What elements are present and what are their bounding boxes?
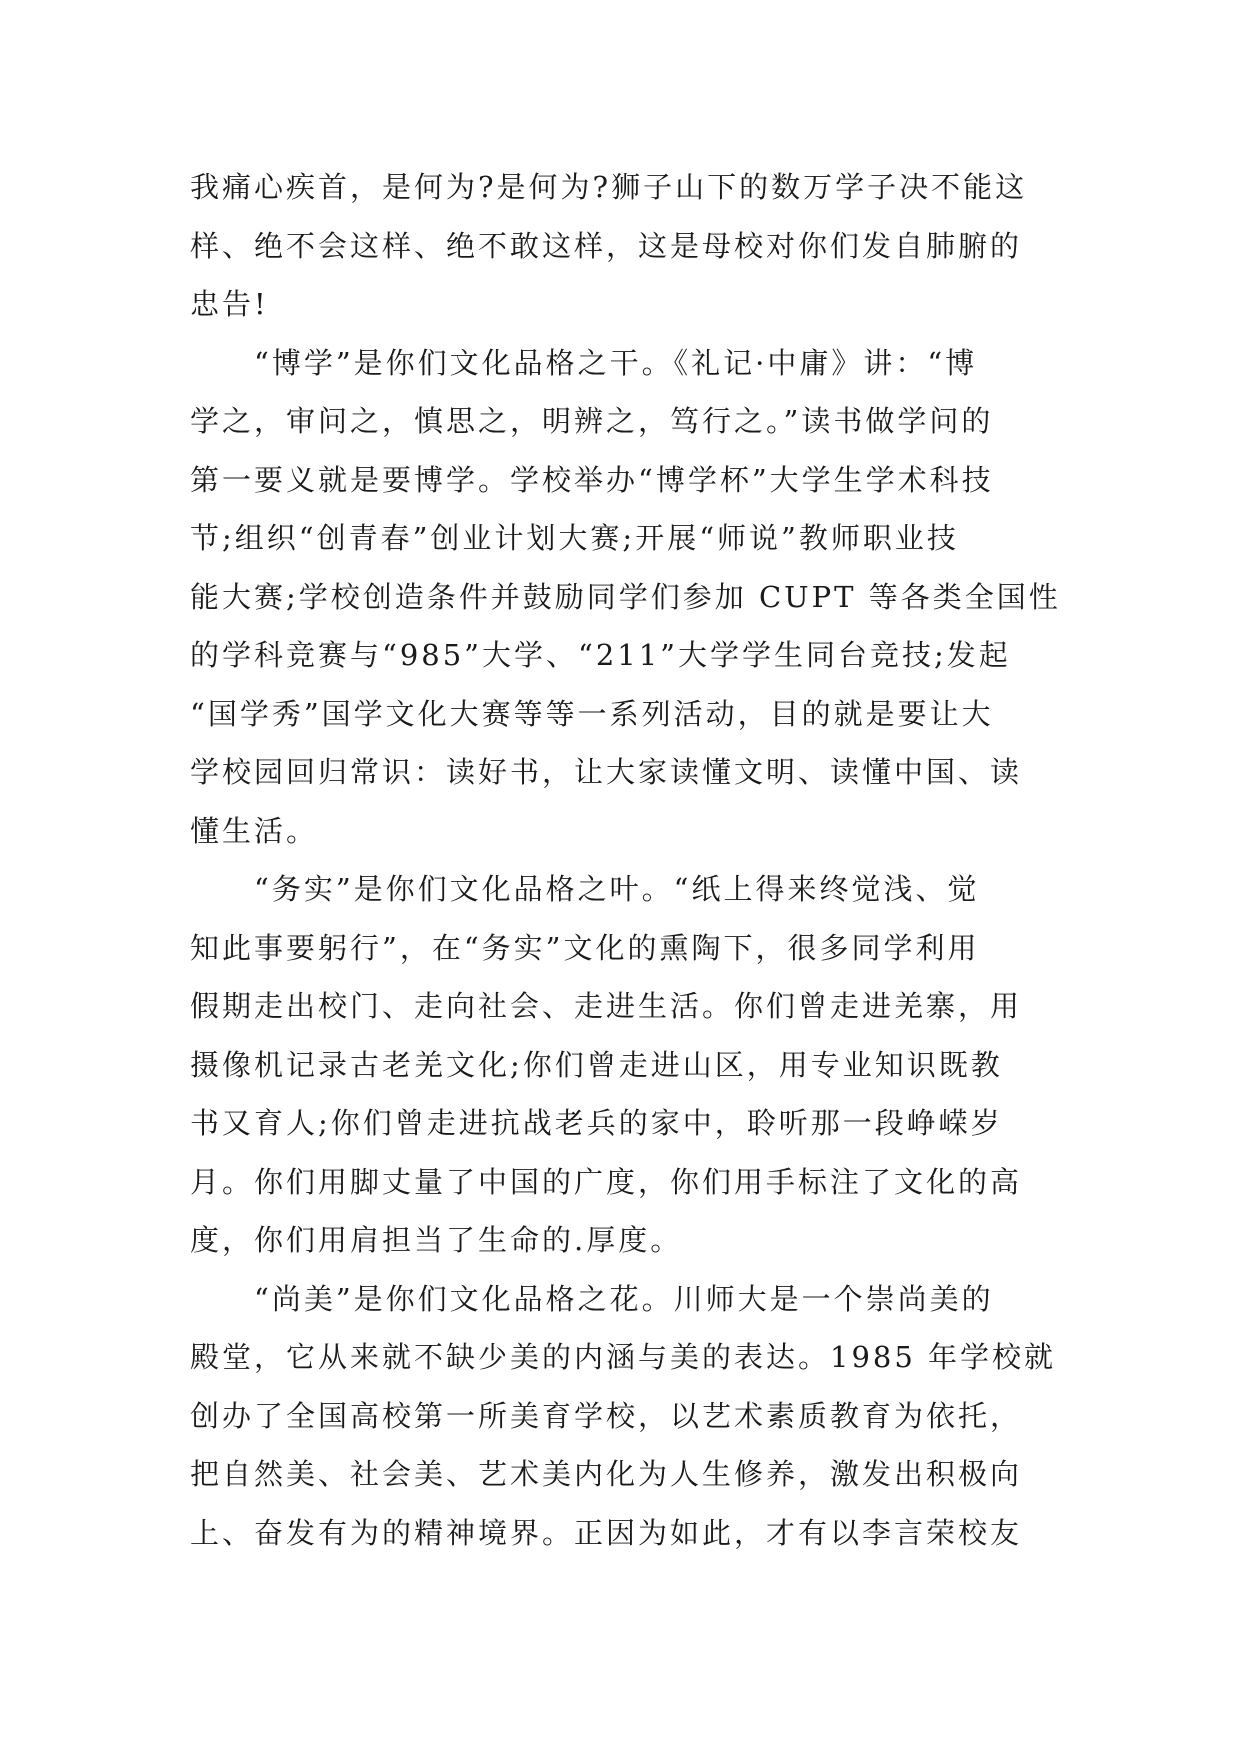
- text-line: 学之，审问之，慎思之，明辨之，笃行之。”读书做学问的: [190, 404, 994, 438]
- text-line: 我痛心疾首，是何为?是何为?狮子山下的数万学子决不能这: [190, 170, 1028, 204]
- text-line: 知此事要躬行”，在“务实”文化的熏陶下，很多同学利用: [190, 930, 980, 965]
- text-line: 的学科竞赛与“985”大学、“211”大学学生同台竞技;发起: [190, 638, 1011, 672]
- text-line: 殿堂，它从来就不缺少美的内涵与美的表达。1985 年学校就: [190, 1340, 1057, 1374]
- paragraph-first-line: “务实”是你们文化品格之叶。“纸上得来终觉浅、觉: [254, 872, 980, 906]
- text-line: 第一要义就是要博学。学校举办“博学杯”大学生学术科技: [190, 462, 994, 497]
- text-line: 度，你们用肩担当了生命的.厚度。: [190, 1223, 683, 1257]
- document-body: [190, 158, 1061, 1562]
- text-line: 能大赛;学校创造条件并鼓励同学们参加 CUPT 等各类全国性: [190, 579, 1061, 614]
- paragraph-first-line: “尚美”是你们文化品格之花。川师大是一个崇尚美的: [254, 1281, 994, 1316]
- text-line: 假期走出校门、走向社会、走进生活。你们曾走进羌寨，用: [190, 989, 1023, 1023]
- text-line: 节;组织“创青春”创业计划大赛;开展“师说”教师职业技: [190, 521, 959, 555]
- text-line: 样、绝不会这样、绝不敢这样，这是母校对你们发自肺腑的: [190, 228, 1023, 263]
- text-line: 摄像机记录古老羌文化;你们曾走进山区，用专业知识既教: [190, 1047, 1003, 1082]
- paragraph-first-line: “博学”是你们文化品格之干。《礼记·中庸》讲：“博: [254, 345, 978, 380]
- text-line: 忠告!: [190, 287, 269, 321]
- text-line: 上、奋发有为的精神境界。正因为如此，才有以李言荣校友: [190, 1515, 1023, 1550]
- text-line: 书又育人;你们曾走进抗战老兵的家中，聆听那一段峥嵘岁: [190, 1106, 1003, 1140]
- text-line: 懂生活。: [190, 813, 319, 848]
- text-line: “国学秀”国学文化大赛等等一系列活动，目的就是要让大: [190, 696, 994, 731]
- text-line: 把自然美、社会美、艺术美内化为人生修养，激发出积极向: [190, 1457, 1023, 1491]
- text-line: 创办了全国高校第一所美育学校，以艺术素质教育为依托，: [190, 1398, 1023, 1433]
- text-line: 月。你们用脚丈量了中国的广度，你们用手标注了文化的高: [190, 1164, 1023, 1199]
- text-line: 学校园回归常识：读好书，让大家读懂文明、读懂中国、读: [190, 755, 1023, 789]
